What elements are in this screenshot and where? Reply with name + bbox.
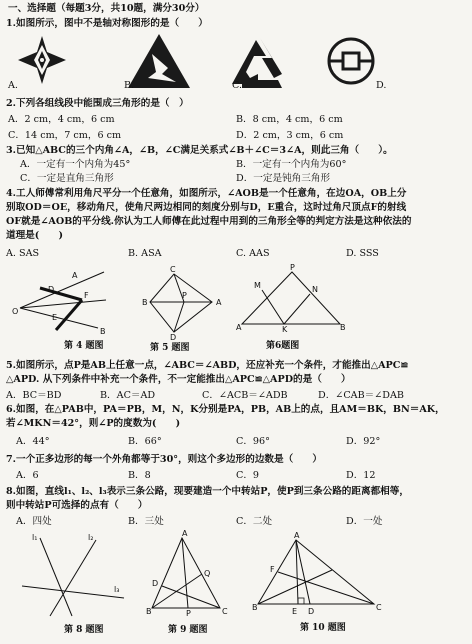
q6-option-a: A．44°	[16, 436, 50, 447]
q3-option-b: B．一定有一个内角为60°	[236, 159, 347, 170]
q5-option-c: C．∠ACB＝∠ADB	[202, 390, 288, 401]
fig6-caption: 第6题图	[266, 341, 300, 351]
fig9-caption: 第 9 题图	[168, 625, 208, 635]
fig9-label-q: Q	[204, 569, 211, 578]
q2-option-a: A．2 cm，4 cm，6 cm	[8, 114, 115, 125]
q1-option-b: B.	[124, 80, 135, 91]
q4-option-d: D. SSS	[346, 248, 379, 259]
q6-option-d: D．92°	[346, 436, 381, 447]
fig6-label-p: P	[290, 263, 295, 272]
q4-option-a: A. SAS	[6, 248, 40, 259]
fig8-label-l2: l₂	[88, 533, 94, 542]
fig5-label-d: D	[170, 333, 177, 342]
q6-line-1: 6.如图，在△PAB中，PA＝PB，M，N，K分别是PA，PB，AB上的点，且AM＝BK，BN＝AK，	[6, 404, 445, 415]
fig6-label-b: B	[340, 323, 346, 332]
fig5-caption: 第 5 题图	[150, 343, 190, 353]
fig9-label-a: A	[182, 529, 188, 538]
q1-figure-a-star-icon	[14, 36, 70, 84]
q8-option-d: D．一处	[346, 516, 383, 527]
fig8-label-l3: l₃	[114, 585, 120, 594]
fig10-label-e: E	[292, 607, 298, 616]
q8-line-1: 8.如图，直线l₁、l₂、l₃表示三条公路，现要建造一个中转站P，使P到三条公路的距离都相等，	[6, 486, 409, 497]
fig4-label-d: D	[48, 285, 55, 294]
q4-option-b: B. ASA	[128, 248, 162, 259]
fig6-label-a: A	[236, 323, 242, 332]
fig4-label-b: B	[100, 327, 106, 336]
q7-option-b: B．8	[128, 470, 151, 481]
fig9-label-c: C	[222, 607, 228, 616]
q3-option-c: C．一定是直角三角形	[20, 173, 114, 184]
q2-option-d: D．2 cm，3 cm，6 cm	[236, 130, 344, 141]
figure-6	[236, 263, 346, 334]
q6-line-2: 若∠MKN＝42°，则∠P的度数为( )	[6, 418, 181, 429]
q5-line-2: △APD. 从下列条件中补充一个条件，不一定能推出△APC≌△APD的是（ ）	[6, 374, 351, 385]
fig9-label-d: D	[152, 579, 159, 588]
q3-option-a: A．一定有一个内角为45°	[20, 159, 131, 170]
fig10-label-d: D	[308, 607, 315, 616]
q5-option-a: A．BC＝BD	[6, 390, 62, 401]
section-title: 一、选择题（每题3分，共10题，满分30分）	[8, 3, 205, 14]
q7-stem: 7.一个正多边形的每一个外角都等于30°，则这个多边形的边数是（ ）	[6, 454, 322, 465]
q7-option-a: A．6	[16, 470, 39, 481]
fig6-label-k: K	[282, 325, 288, 334]
fig8-label-l1: l₁	[32, 533, 38, 542]
fig10-label-b: B	[252, 603, 258, 612]
figure-9	[146, 529, 230, 618]
figure-5	[142, 265, 224, 342]
q1-figure-b-triangle-icon	[128, 34, 190, 88]
q2-option-c: C．14 cm，7 cm，6 cm	[8, 130, 122, 141]
fig10-label-f: F	[270, 565, 275, 574]
q1-stem: 1.如图所示，图中不是轴对称图形的是（ ）	[6, 18, 208, 29]
fig5-label-c: C	[170, 265, 176, 274]
q7-option-d: D．12	[346, 470, 376, 481]
q1-option-a: A.	[8, 80, 18, 91]
fig8-caption: 第 8 题图	[64, 625, 104, 635]
q4-line-2: 别取OD＝OE，移动角尺，使角尺两边相同的刻度分别与D，E重合，这时过角尺顶点F的射线	[6, 202, 407, 213]
q8-option-c: C．二处	[236, 516, 273, 527]
q4-line-3: OF就是∠AOB的平分线.你认为工人师傅在此过程中用到的三角形全等的判定方法是这种依法的	[6, 216, 412, 227]
fig4-label-o: O	[12, 307, 19, 316]
fig10-caption: 第 10 题图	[300, 623, 346, 633]
figure-8	[20, 532, 130, 618]
q8-option-b: B．三处	[128, 516, 164, 527]
q7-option-c: C．9	[236, 470, 260, 481]
fig5-label-a: A	[216, 298, 222, 307]
fig4-label-f: F	[84, 291, 89, 300]
q5-line-1: 5.如图所示，点P是AB上任意一点，∠ABC＝∠ABD，还应补充一个条件，才能推出△APC≌	[6, 360, 409, 371]
q1-figure-d-coin-icon	[326, 36, 376, 86]
q4-line-4: 道理是( )	[6, 230, 64, 241]
q6-option-b: B．66°	[128, 436, 162, 447]
q2-stem: 2.下列各组线段中能围成三角形的是（ ）	[6, 98, 189, 109]
fig10-label-c: C	[376, 603, 382, 612]
q6-option-c: C．96°	[236, 436, 270, 447]
fig6-label-m: M	[254, 281, 261, 290]
fig9-label-b: B	[146, 607, 152, 616]
fig10-label-a: A	[294, 531, 300, 540]
fig9-label-p: P	[186, 609, 191, 618]
q5-option-d: D．∠CAB＝∠DAB	[318, 390, 404, 401]
fig5-label-b: B	[142, 298, 148, 307]
q4-line-1: 4.工人师傅常利用角尺平分一个任意角，如图所示，∠AOB是一个任意角，在边OA，OB上分	[6, 188, 407, 199]
q3-option-d: D．一定是钝角三角形	[236, 173, 331, 184]
q2-option-b: B．8 cm，4 cm，6 cm	[236, 114, 343, 125]
fig4-label-a: A	[72, 271, 78, 280]
q8-line-2: 则中转站P可选择的点有（ ）	[6, 500, 148, 511]
figure-10	[252, 531, 382, 616]
fig5-label-p: P	[182, 291, 187, 300]
q1-option-c: C.	[232, 80, 243, 91]
fig6-label-n: N	[312, 285, 318, 294]
fig4-label-e: E	[52, 313, 58, 322]
fig4-caption: 第 4 题图	[64, 341, 104, 351]
q5-option-b: B．AC＝AD	[100, 390, 156, 401]
q1-option-d: D.	[376, 80, 387, 91]
q8-option-a: A．四处	[16, 516, 52, 527]
figure-4	[12, 264, 112, 340]
q3-stem: 3.已知△ABC的三个内角∠A，∠B，∠C满足关系式∠B＋∠C＝3∠A，则此三角（ ）。	[6, 145, 393, 156]
q4-option-c: C. AAS	[236, 248, 270, 259]
